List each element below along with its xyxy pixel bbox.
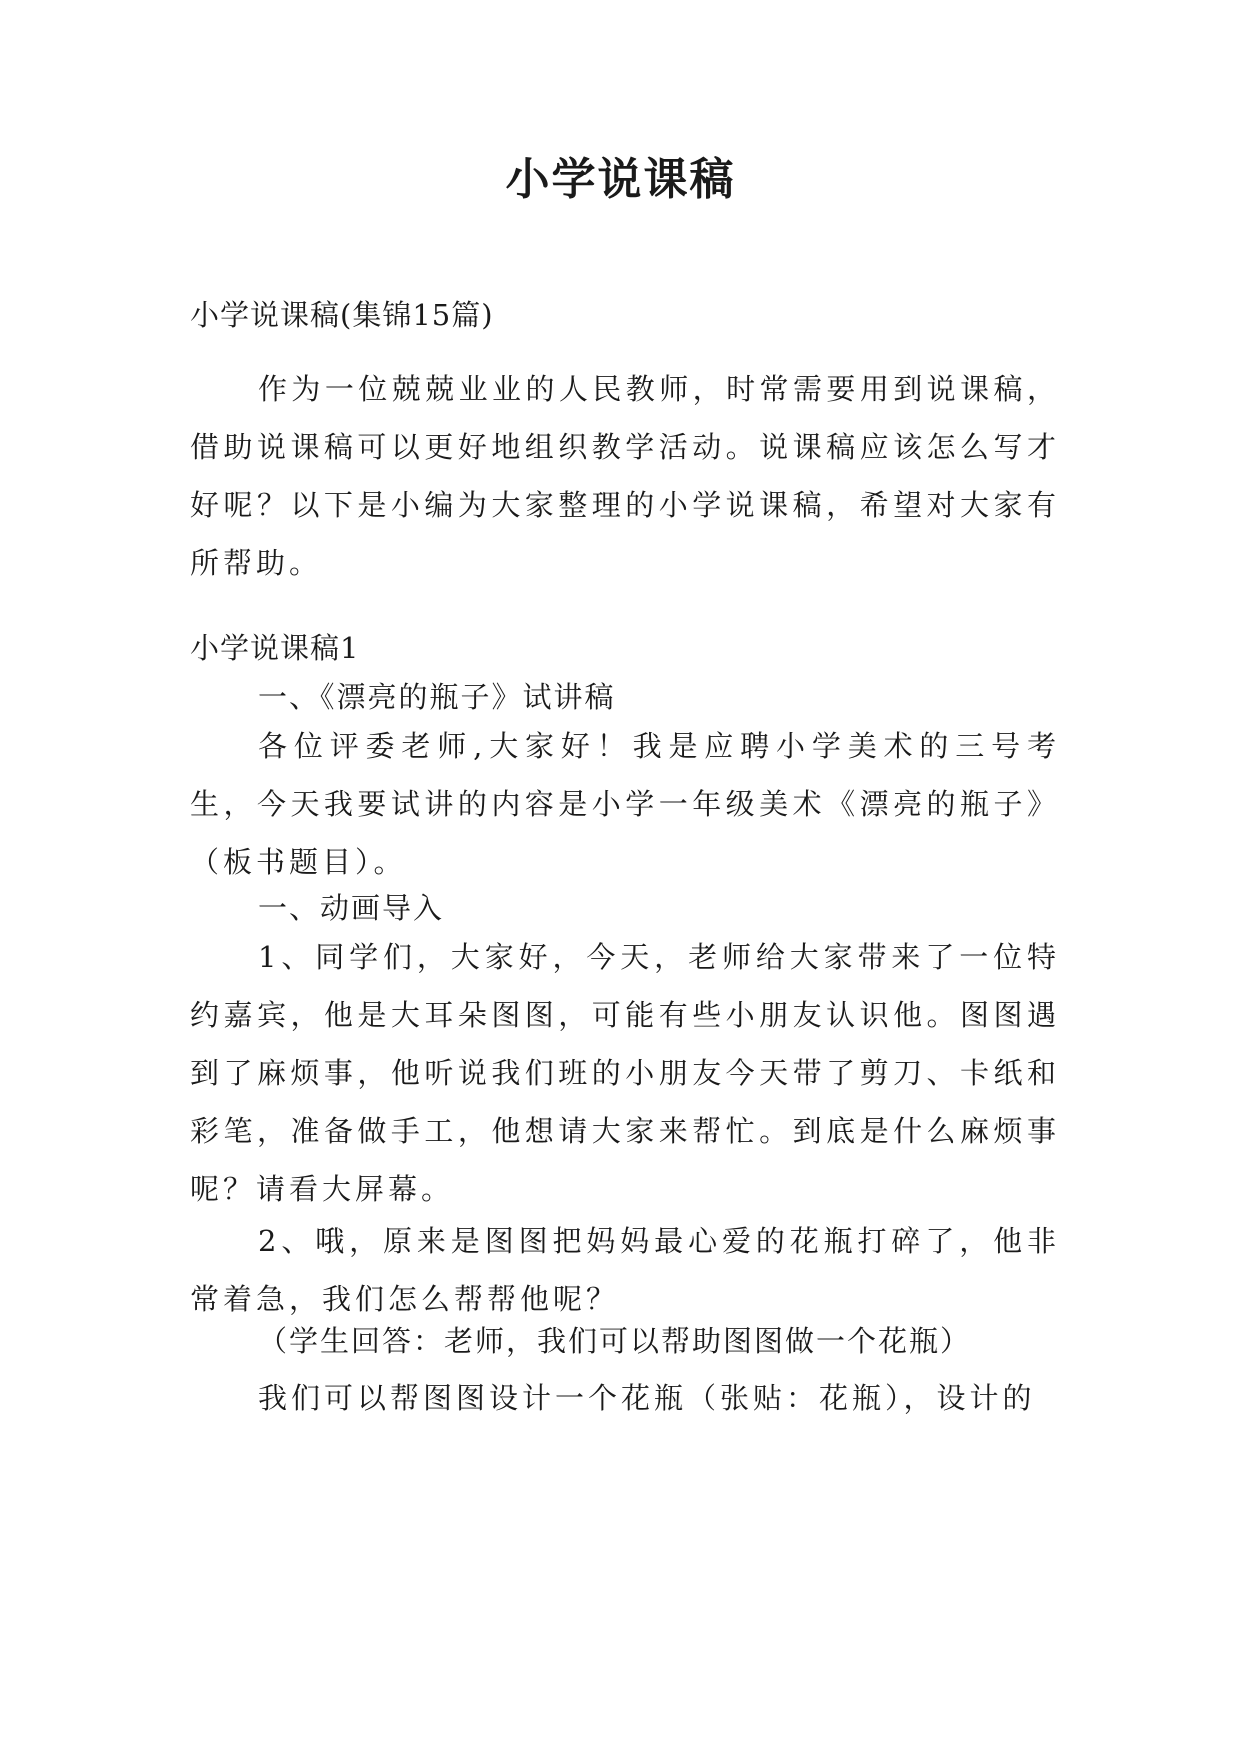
greeting-paragraph: 各位评委老师,大家好！我是应聘小学美术的三号考生，今天我要试讲的内容是小学一年级美术《漂亮的瓶子》（板书题目）。: [190, 729, 1060, 879]
intro-paragraph: 作为一位兢兢业业的人民教师，时常需要用到说课稿，借助说课稿可以更好地组织教学活动。说课稿应该怎么写才好呢？以下是小编为大家整理的小学说课稿，希望对大家有所帮助。: [190, 372, 1060, 580]
section-heading: 小学说课稿1: [190, 631, 360, 665]
step1-paragraph: 1、同学们，大家好，今天，老师给大家带来了一位特约嘉宾，他是大耳朵图图，可能有些小朋友认识他。图图遇到了麻烦事，他听说我们班的小朋友今天带了剪刀、卡纸和彩笔，准备做手工，他想请大家来帮忙。到底是什么麻烦事呢？请看大屏幕。: [190, 940, 1060, 1206]
lesson-title: 一、《漂亮的瓶子》试讲稿: [258, 680, 616, 714]
part-heading: 一、动画导入: [258, 891, 445, 925]
step2-paragraph: 2、哦，原来是图图把妈妈最心爱的花瓶打碎了，他非常着急，我们怎么帮帮他呢？: [190, 1224, 1060, 1316]
student-answer: （学生回答：老师，我们可以帮助图图做一个花瓶）: [258, 1324, 972, 1358]
document-subtitle: 小学说课稿(集锦15篇): [190, 298, 494, 332]
continuation-paragraph: 我们可以帮图图设计一个花瓶（张贴：花瓶），设计的: [258, 1381, 1036, 1415]
document-title: 小学说课稿: [505, 154, 736, 205]
